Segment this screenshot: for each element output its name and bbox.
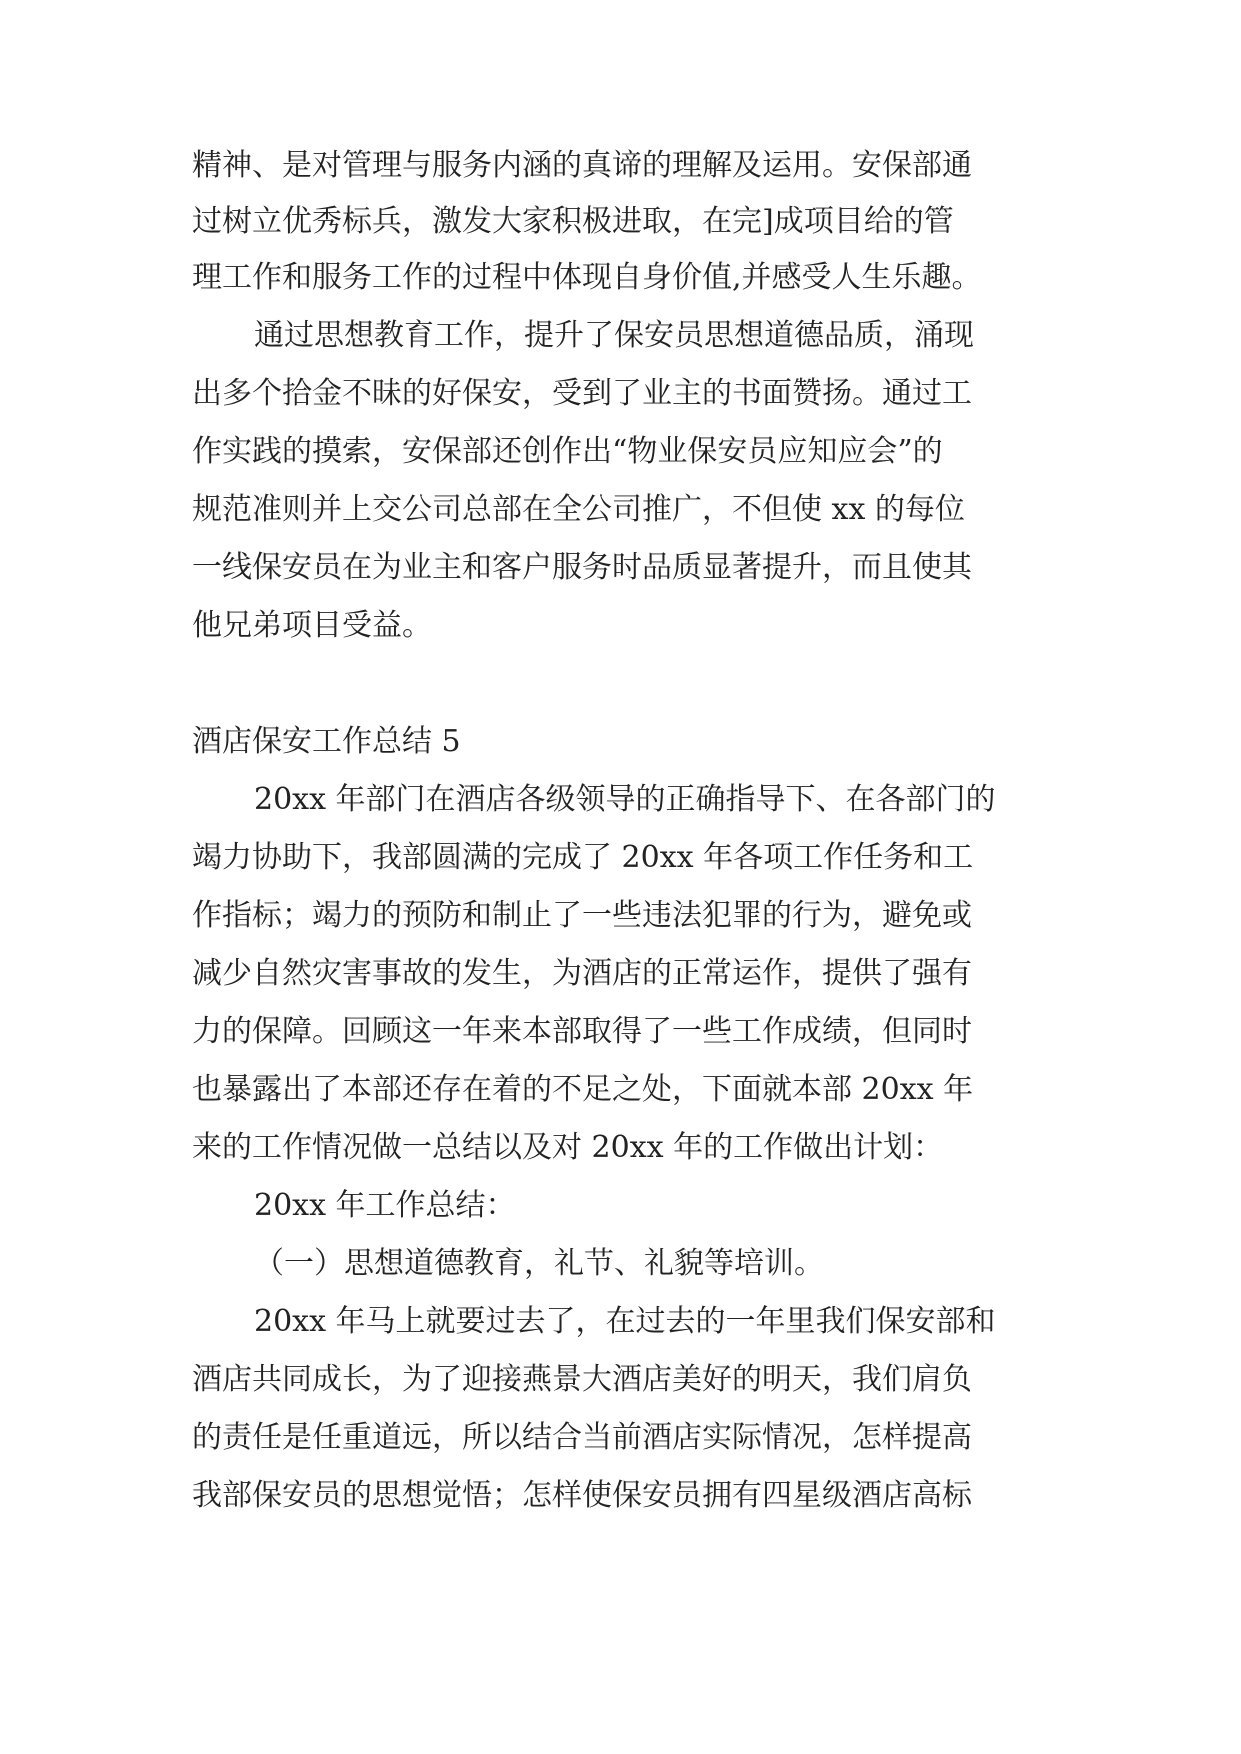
paragraph-line: 作指标；竭力的预防和制止了一些违法犯罪的行为，避免或 bbox=[192, 898, 972, 933]
subheading-line: 20xx 年工作总结： bbox=[254, 1188, 516, 1223]
paragraph-line: 力的保障。回顾这一年来本部取得了一些工作成绩，但同时 bbox=[192, 1014, 972, 1049]
paragraph-line: 理工作和服务工作的过程中体现自身价值,并感受人生乐趣。 bbox=[192, 260, 982, 295]
section-heading: 酒店保安工作总结 5 bbox=[192, 724, 461, 759]
paragraph-line: 我部保安员的思想觉悟；怎样使保安员拥有四星级酒店高标 bbox=[192, 1478, 972, 1513]
paragraph-line: 通过思想教育工作，提升了保安员思想道德品质，涌现 bbox=[254, 318, 974, 353]
paragraph-line: 20xx 年部门在酒店各级领导的正确指导下、在各部门的 bbox=[254, 782, 996, 817]
paragraph-line: 竭力协助下，我部圆满的完成了 20xx 年各项工作任务和工 bbox=[192, 840, 974, 875]
paragraph-line: 他兄弟项目受益。 bbox=[192, 608, 432, 643]
paragraph-line: 规范准则并上交公司总部在全公司推广，不但使 xx 的每位 bbox=[192, 492, 965, 527]
paragraph-line: 精神、是对管理与服务内涵的真谛的理解及运用。安保部通 bbox=[192, 148, 972, 183]
paragraph-line: 来的工作情况做一总结以及对 20xx 年的工作做出计划： bbox=[192, 1130, 944, 1165]
subheading-line: （一）思想道德教育，礼节、礼貌等培训。 bbox=[254, 1246, 824, 1281]
paragraph-line: 过树立优秀标兵，激发大家积极进取，在完]成项目给的管 bbox=[192, 204, 954, 239]
paragraph-line: 作实践的摸索，安保部还创作出“物业保安员应知应会”的 bbox=[192, 434, 943, 469]
paragraph-line: 也暴露出了本部还存在着的不足之处，下面就本部 20xx 年 bbox=[192, 1072, 974, 1107]
paragraph-line: 的责任是任重道远，所以结合当前酒店实际情况，怎样提高 bbox=[192, 1420, 972, 1455]
paragraph-line: 酒店共同成长，为了迎接燕景大酒店美好的明天，我们肩负 bbox=[192, 1362, 972, 1397]
paragraph-line: 20xx 年马上就要过去了，在过去的一年里我们保安部和 bbox=[254, 1304, 996, 1339]
paragraph-line: 出多个拾金不昧的好保安，受到了业主的书面赞扬。通过工 bbox=[192, 376, 972, 411]
paragraph-line: 一线保安员在为业主和客户服务时品质显著提升，而且使其 bbox=[192, 550, 972, 585]
paragraph-line: 减少自然灾害事故的发生，为酒店的正常运作，提供了强有 bbox=[192, 956, 972, 991]
